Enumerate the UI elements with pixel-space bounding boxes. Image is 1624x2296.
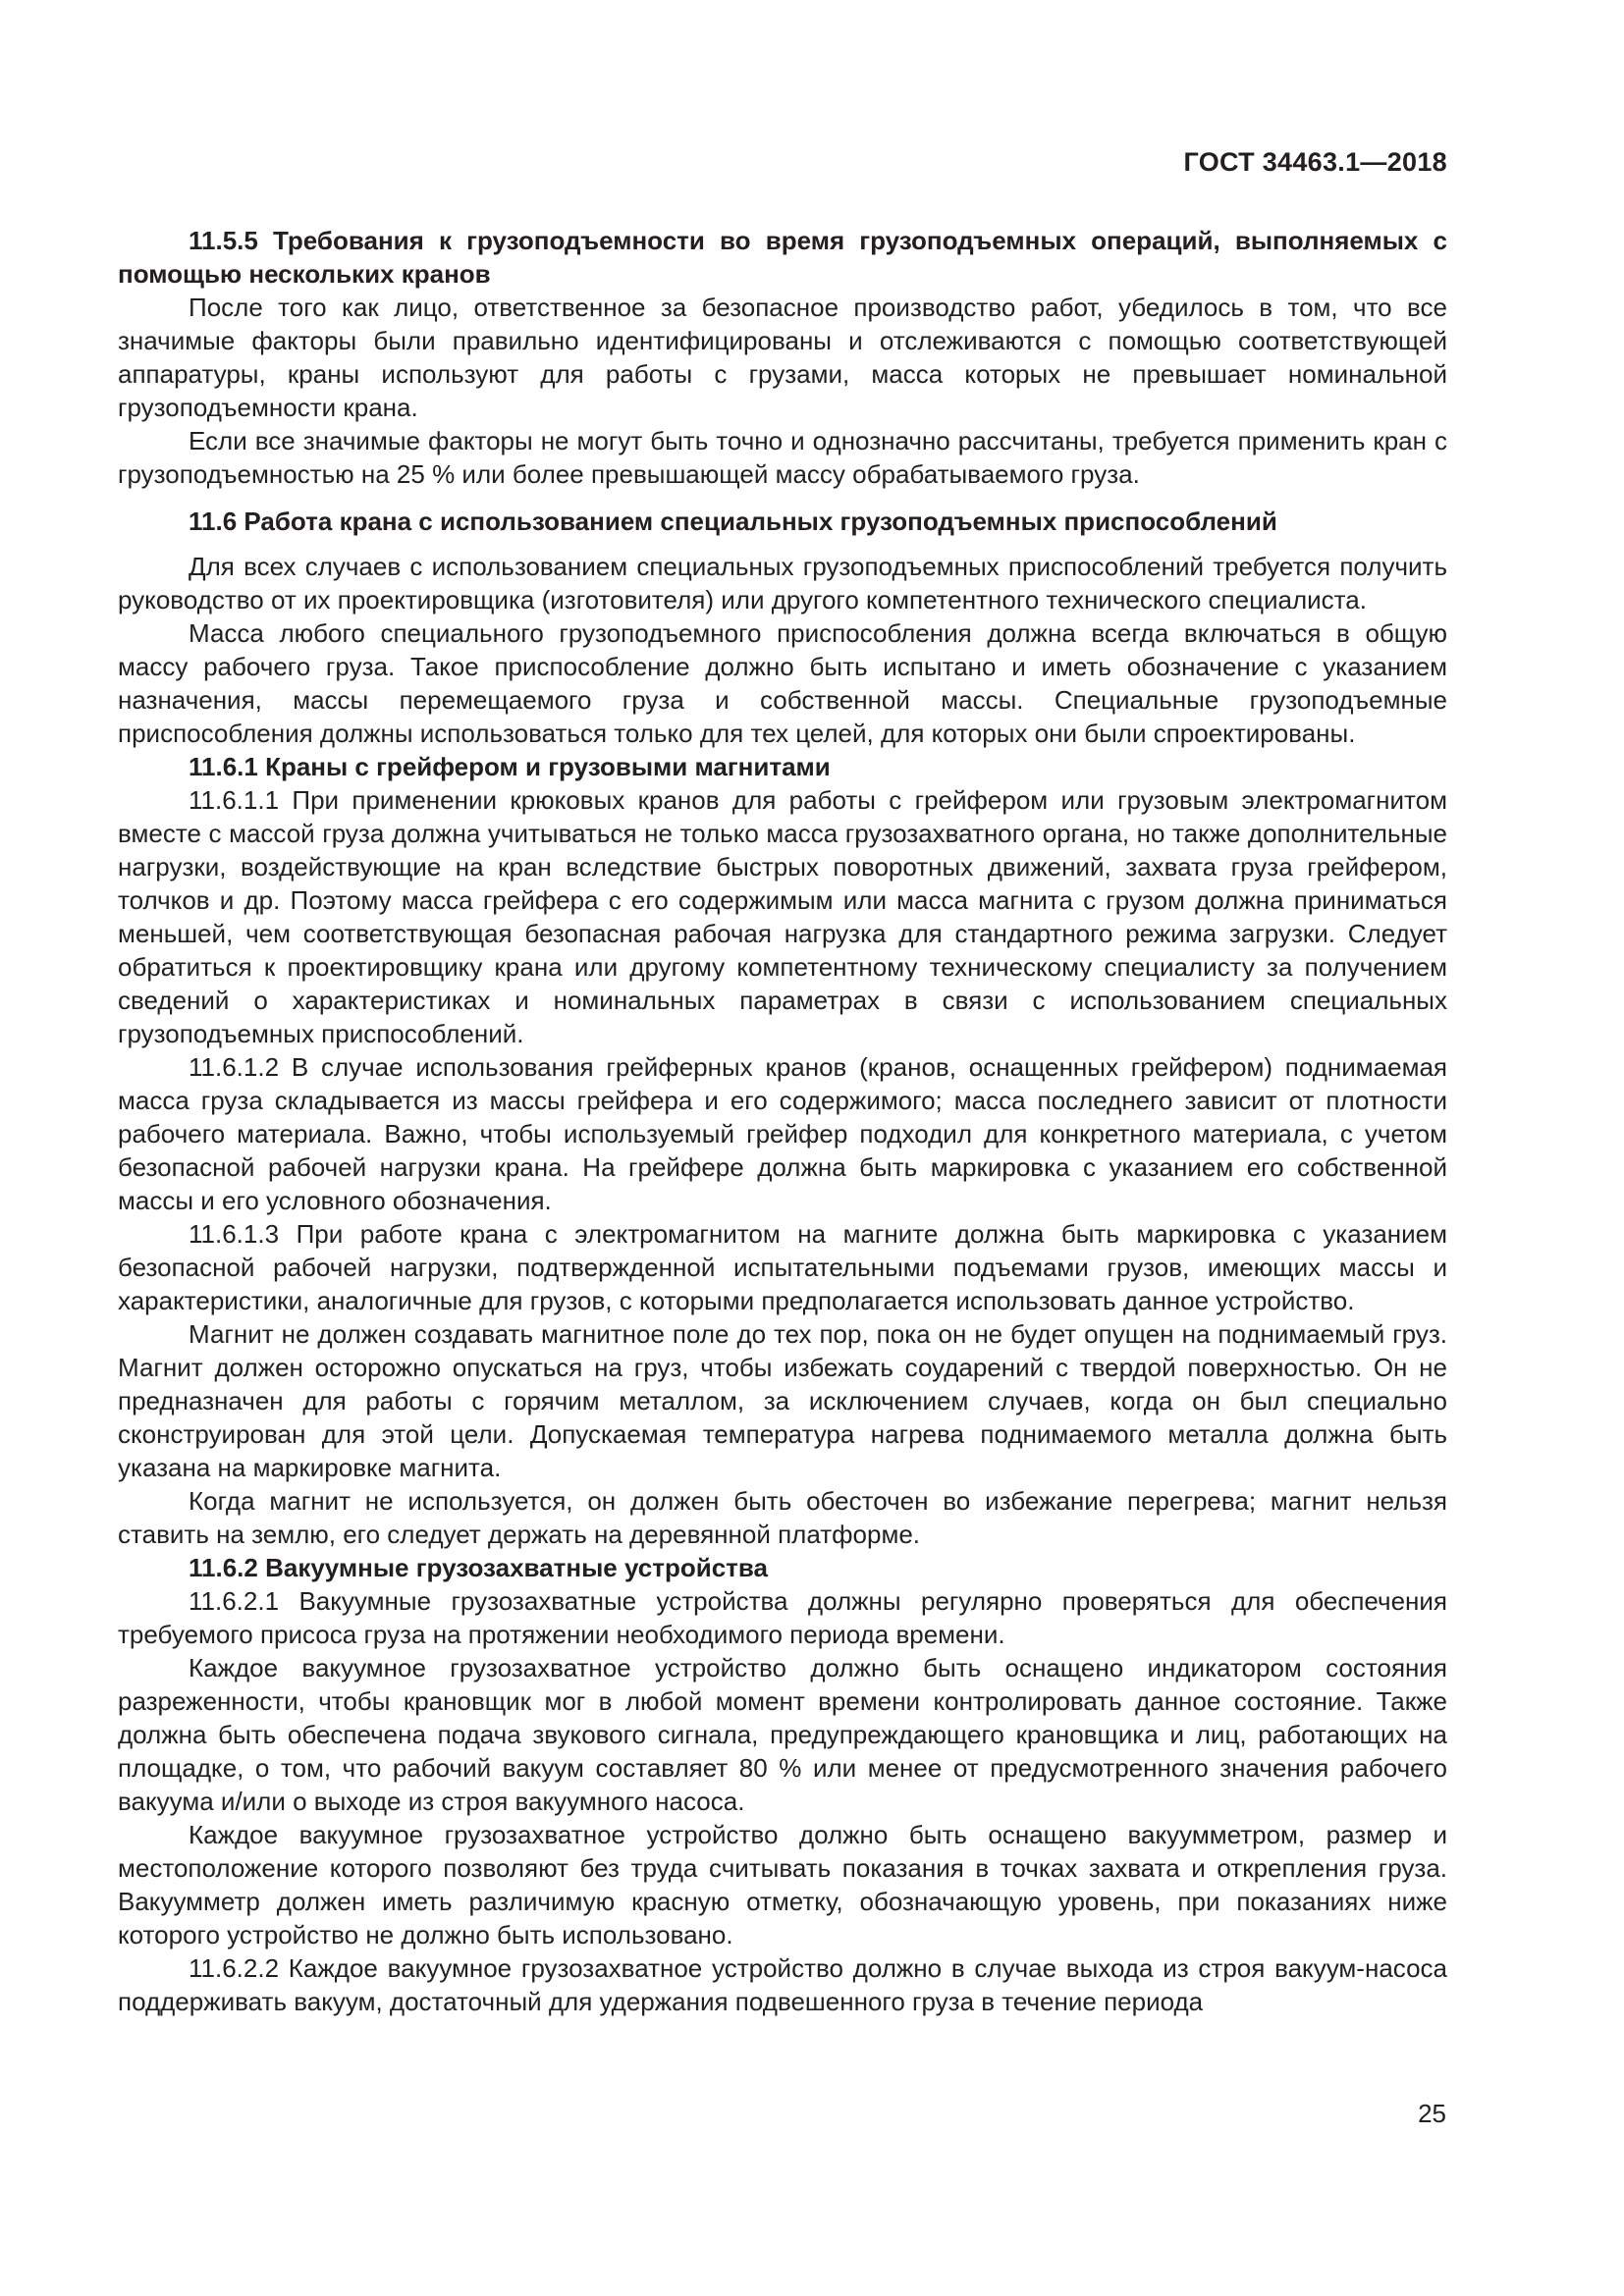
paragraph: Для всех случаев с использованием специальных грузоподъемных приспособлений требуется получить руководство от их проектировщика (изготовителя) или другого компетентного технического специалиста. [118, 552, 1447, 614]
section-heading-11-6-1: 11.6.1 Краны с грейфером и грузовыми магнитами [189, 752, 831, 781]
document-header: ГОСТ 34463.1—2018 [1183, 147, 1447, 177]
paragraph: 11.6.1.3 При работе крана с электромагнитом на магните должна быть маркировка с указанием безопасной рабочей нагрузки, подтвержденной испытательными подъемами грузов, имеющих массы и характеристики, аналогичные для грузов, с которыми предполагается использовать данное устройство. [118, 1219, 1447, 1315]
paragraph: После того как лицо, ответственное за безопасное производство работ, убедилось в том, что все значимые факторы были правильно идентифицированы и отслеживаются с помощью соответствующей аппаратуры, краны используют для работы с грузами, масса которых не превышает номинальной грузоподъемности крана. [118, 293, 1447, 422]
paragraph: Каждое вакуумное грузозахватное устройство должно быть оснащено индикатором состояния разреженности, чтобы крановщик мог в любой момент времени контролировать данное состояние. Также должна быть обеспечена подача звукового сигнала, предупреждающего крановщика и лиц, работающих на площадке, о том, что рабочий вакуум составляет 80 % или менее от предусмотренного значения рабочего вакуума и/или о выходе из строя вакуумного насоса. [118, 1653, 1447, 1816]
section-heading-11-6-2: 11.6.2 Вакуумные грузозахватные устройства [189, 1553, 769, 1582]
paragraph: Если все значимые факторы не могут быть точно и однозначно рассчитаны, требуется применить кран с грузоподъемностью на 25 % или более превышающей массу обрабатываемого груза. [118, 426, 1447, 489]
paragraph: Когда магнит не используется, он должен быть обесточен во избежание перегрева; магнит нельзя ставить на землю, его следует держать на деревянной платформе. [118, 1486, 1447, 1549]
section-heading-11-5-5: 11.5.5 Требования к грузоподъемности во время грузоподъемных операций, выполняемых с помощью нескольких кранов [118, 226, 1447, 289]
section-heading-11-6: 11.6 Работа крана с использованием специальных грузоподъемных приспособлений [189, 507, 1277, 536]
paragraph: 11.6.1.2 В случае использования грейферных кранов (кранов, оснащенных грейфером) поднимаемая масса груза складывается из массы грейфера и его содержимого; масса последнего зависит от плотности рабочего материала. Важно, чтобы используемый грейфер подходил для конкретного материала, с учетом безопасной рабочей нагрузки крана. На грейфере должна быть маркировка с указанием его собственной массы и его условного обозначения. [118, 1052, 1447, 1215]
paragraph: 11.6.2.2 Каждое вакуумное грузозахватное устройство должно в случае выхода из строя вакуум-насоса поддерживать вакуум, достаточный для удержания подвешенного груза в течение периода [118, 1953, 1447, 2016]
document-body [118, 224, 1447, 2018]
paragraph: 11.6.1.1 При применении крюковых кранов для работы с грейфером или грузовым электромагнитом вместе с массой груза должна учитываться не только масса грузозахватного органа, но также дополнительные нагрузки, воздействующие на кран вследствие быстрых поворотных движений, захвата груза грейфером, толчков и др. Поэтому масса грейфера с его содержимым или масса магнита с грузом должна приниматься меньшей, чем соответствующая безопасная рабочая нагрузка для стандартного режима загрузки. Следует обратиться к проектировщику крана или другому компетентному техническому специалисту за получением сведений о характеристиках и номинальных параметрах в связи с использованием специальных грузоподъемных приспособлений. [118, 785, 1447, 1048]
paragraph: 11.6.2.1 Вакуумные грузозахватные устройства должны регулярно проверяться для обеспечения требуемого присоса груза на протяжении необходимого периода времени. [118, 1586, 1447, 1649]
page-number: 25 [1418, 2099, 1446, 2128]
paragraph: Магнит не должен создавать магнитное поле до тех пор, пока он не будет опущен на поднимаемый груз. Магнит должен осторожно опускаться на груз, чтобы избежать соударений с твердой поверхностью. Он не предназначен для работы с горячим металлом, за исключением случаев, когда он был специально сконструирован для этой цели. Допускаемая температура нагрева поднимаемого металла должна быть указана на маркировке магнита. [118, 1319, 1447, 1482]
paragraph: Масса любого специального грузоподъемного приспособления должна всегда включаться в общую массу рабочего груза. Такое приспособление должно быть испытано и иметь обозначение с указанием назначения, массы перемещаемого груза и собственной массы. Специальные грузоподъемные приспособления должны использоваться только для тех целей, для которых они были спроектированы. [118, 618, 1447, 748]
paragraph: Каждое вакуумное грузозахватное устройство должно быть оснащено вакуумметром, размер и местоположение которого позволяют без труда считывать показания в точках захвата и открепления груза. Вакуумметр должен иметь различимую красную отметку, обозначающую уровень, при показаниях ниже которого устройство не должно быть использовано. [118, 1820, 1447, 1949]
